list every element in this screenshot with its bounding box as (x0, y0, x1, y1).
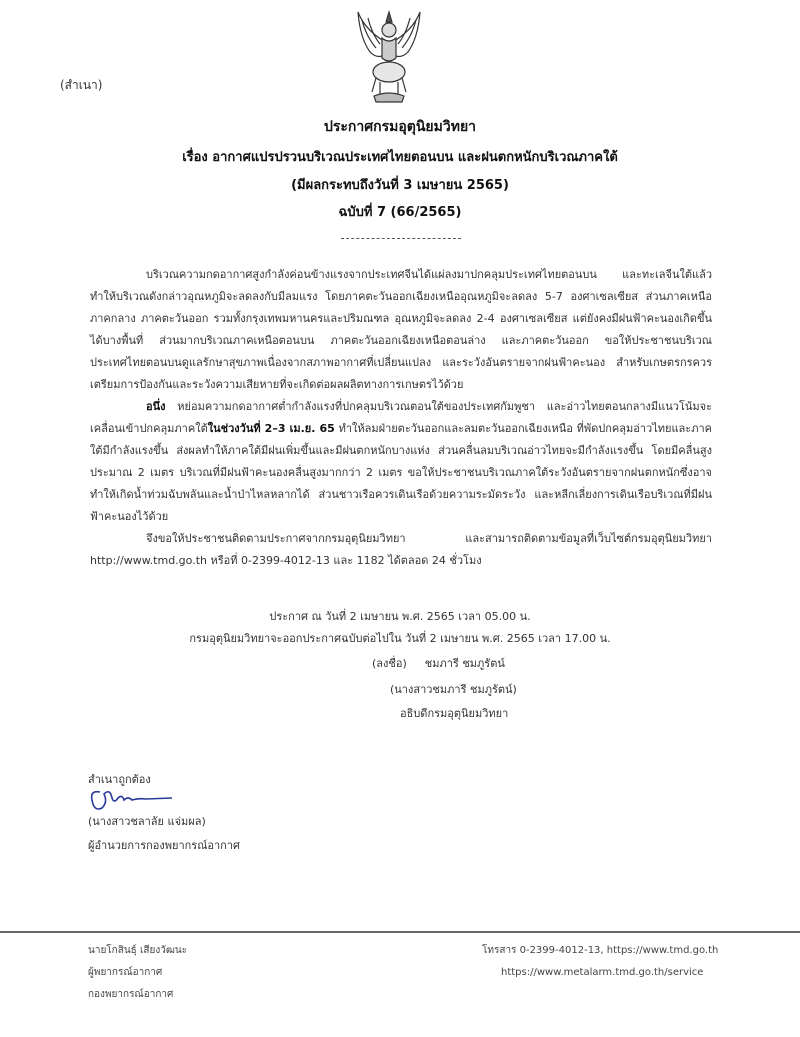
certified-label: สำเนาถูกต้อง (88, 773, 151, 786)
garuda-emblem-icon (350, 8, 428, 104)
paragraph-3 (90, 528, 712, 572)
paragraph-2-date: ในช่วงวันที่ 2–3 เม.ย. 65 (207, 422, 335, 435)
certified-name: (นางสาวชลาลัย แจ่มผล) (88, 815, 206, 828)
footer-divider (0, 931, 800, 933)
subject: เรื่อง อากาศแปรปรวนบริเวณประเทศไทยตอนบน และฝนตกหนักบริเวณภาคใต้ (182, 150, 618, 165)
effect-date: (มีผลกระทบถึงวันที่ 3 เมษายน 2565) (291, 178, 509, 193)
signatory-full-name: (นางสาวชมภารี ชมภูรัตน์) (390, 683, 517, 696)
paragraph-2 (90, 396, 712, 528)
signed-name: ชมภารี ชมภูรัตน์ (424, 657, 505, 670)
paragraph-2-lead: อนึ่ง (146, 400, 166, 413)
signed-label: (ลงชื่อ) (372, 657, 407, 670)
signatory-position: อธิบดีกรมอุตุนิยมวิทยา (400, 707, 509, 720)
paragraph-3-text: จึงขอให้ประชาชนติดตามประกาศจากกรมอุตุนิยมวิทยา และสามารถติดตามข้อมูลที่เว็บไซต์กรมอุตุนิยมวิทยา http://www.tmd.go.th หรือที่ 0-2399-4012-13 และ 1182 ได้ตลอด 24 ชั่วโมง (90, 532, 712, 567)
footer-contact: โทรสาร 0-2399-4012-13, https://www.tmd.go.th (482, 945, 719, 956)
header-divider (341, 238, 461, 239)
issue-number: ฉบับที่ 7 (66/2565) (338, 205, 462, 220)
announced-date: ประกาศ ณ วันที่ 2 เมษายน พ.ศ. 2565 เวลา 05.00 น. (269, 610, 531, 623)
footer-division: กองพยากรณ์อากาศ (88, 989, 174, 1000)
footer-service-link[interactable]: https://www.metalarm.tmd.go.th/service (501, 967, 704, 978)
paragraph-2-text-a: หย่อมความกดอากาศต่ำกำลังแรงที่ปกคลุมบริเวณตอนใต้ของประเทศกัมพูชา และอ่าวไทยตอนกลางมีแนวโน้มจะเคลื่อนเข้าปกคลุมภาคใต้ (90, 400, 712, 435)
next-issue: กรมอุตุนิยมวิทยาจะออกประกาศฉบับต่อไปใน วันที่ 2 เมษายน พ.ศ. 2565 เวลา 17.00 น. (189, 632, 611, 645)
footer-forecaster-name: นายโกสินธุ์ เสียงวัฒนะ (88, 945, 188, 956)
page-title: ประกาศกรมอุตุนิยมวิทยา (323, 119, 477, 135)
footer-forecaster-role: ผู้พยากรณ์อากาศ (88, 967, 163, 978)
paragraph-1 (90, 264, 712, 396)
paragraph-1-text: บริเวณความกดอากาศสูงกำลังค่อนข้างแรงจากประเทศจีนได้แผ่ลงมาปกคลุมประเทศไทยตอนบน และทะเลจีนใต้แล้ว ทำให้บริเวณดังกล่าวอุณหภูมิจะลดลงกับมีลมแรง โดยภาคตะวันออกเฉียงเหนืออุณหภูมิจะลดลง 5-7 องศาเซลเซียส ส่วนภาคเหนือ ภาคกลาง ภาคตะวันออก รวมทั้งกรุงเทพมหานครและปริมณฑล อุณหภูมิจะลดลง 2-4 องศาเซลเซียส แต่ยังคงมีฝนฟ้าคะนองเกิดขึ้นได้บางพื้นที่ ส่วนมากบริเวณภาคเหนือตอนบน ภาคตะวันออกเฉียงเหนือตอนล่าง และภาคตะวันออก ขอให้ประชาชนบริเวณประเทศไทยตอนบนดูแลรักษาสุขภาพเนื่องจากสภาพอากาศที่เปลี่ยนแปลง และระวังอันตรายจากฝนฟ้าคะนอง สำหรับเกษตรกรควรเตรียมการป้องกันและระวังความเสียหายที่จะเกิดต่อผลผลิตทางการเกษตรไว้ด้วย (90, 268, 712, 391)
signed-line (372, 654, 505, 672)
certified-position: ผู้อำนวยการกองพยากรณ์อากาศ (88, 839, 241, 852)
footer-left (88, 940, 187, 1006)
copy-label: (สำเนา) (60, 78, 103, 92)
paragraph-2-text-b: ทำให้ลมฝ่ายตะวันออกและลมตะวันออกเฉียงเหนือ ที่พัดปกคลุมอ่าวไทยและภาคใต้มีกำลังแรงขึ้น ส่งผลทำให้ภาคใต้มีฝนเพิ่มขึ้นและมีฝนตกหนักบางแห่ง ส่วนคลื่นลมบริเวณอ่าวไทยจะมีกำลังแรงขึ้น โดยมีคลื่นสูงประมาณ 2 เมตร บริเวณที่มีฝนฟ้าคะนองคลื่นสูงมากกว่า 2 เมตร ขอให้ประชาชนบริเวณภาคใต้ระวังอันตรายจากฝนตกหนักซึ่งอาจทำให้เกิดน้ำท่วมฉับพลันและน้ำป่าไหลหลากได้ ส่วนชาวเรือควรเดินเรือด้วยความระมัดระวัง และหลีกเลี่ยงการเดินเรือบริเวณที่มีฝนฟ้าคะนองไว้ด้วย (90, 422, 712, 523)
